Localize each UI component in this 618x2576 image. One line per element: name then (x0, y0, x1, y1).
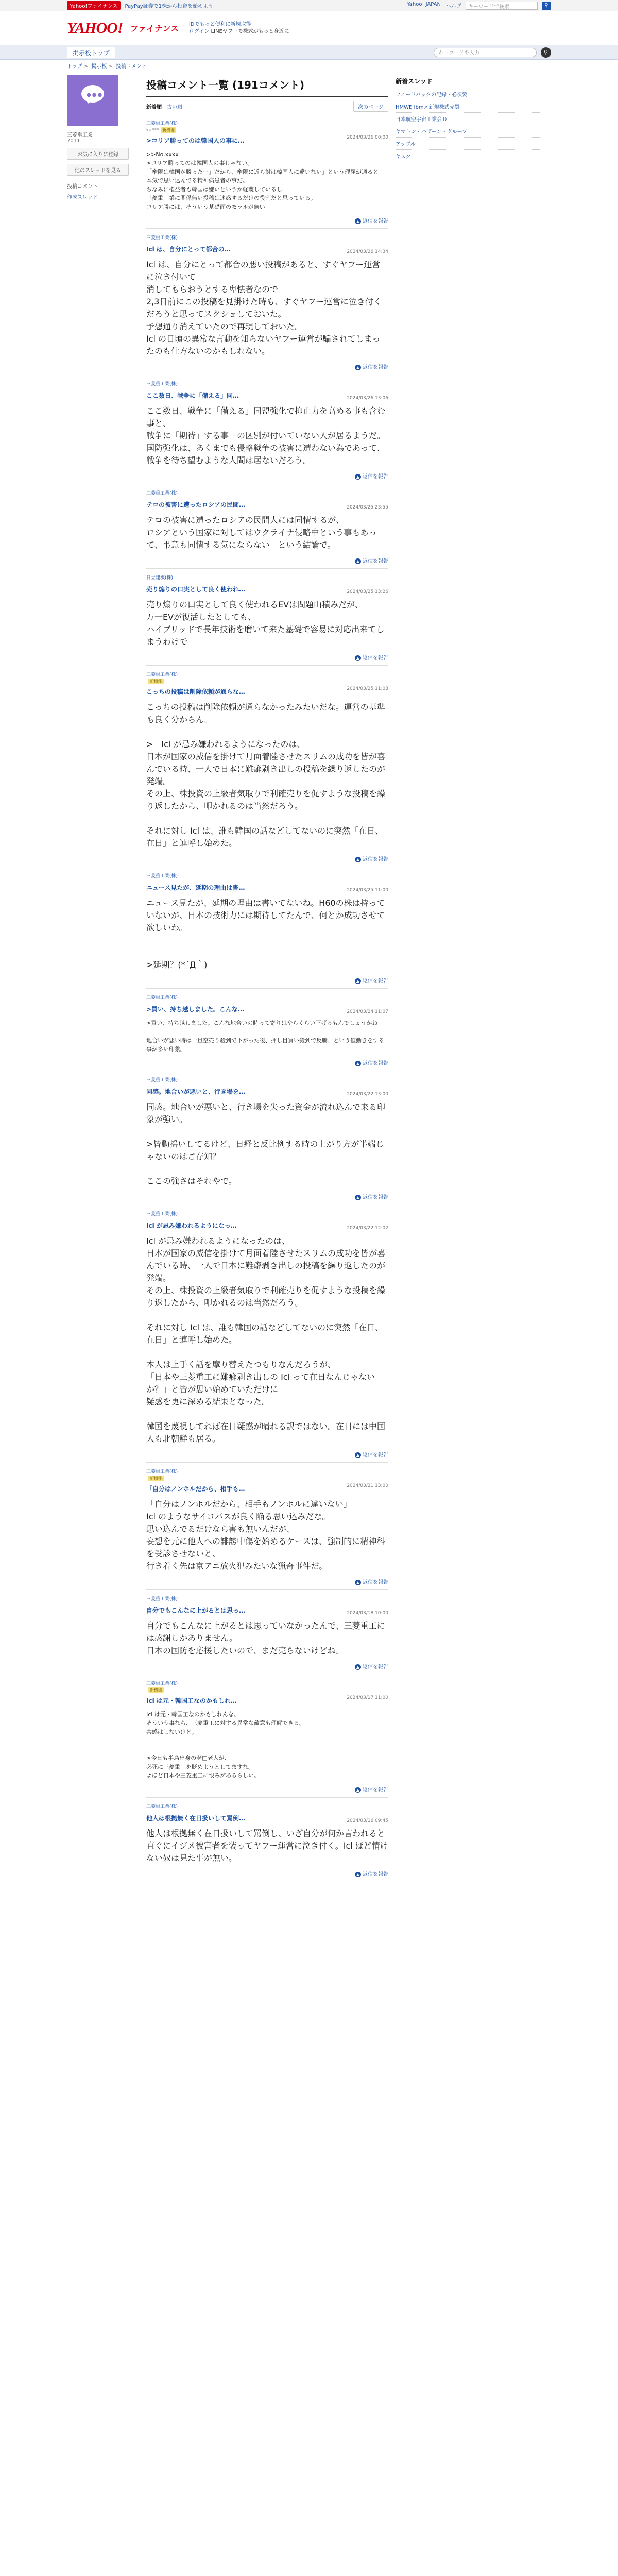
comment-body: 自分でもこんなに上がるとは思っていなかったんで、三菱重工には感謝しかありません。 日本の国防を応援したいので、まだ売らないけどね。 (146, 1621, 385, 1655)
board-link[interactable]: 三菱重工業(株) (146, 1469, 178, 1475)
comment-body: テロの被害に遭ったロシアの民間人には同情するが、 ロシアという国家に対してはウクライナ侵略中という事もあって、弔意も同情する気にならない という結論で。 (146, 515, 377, 550)
comment-date: 2024/03/24 11:07 (347, 1009, 388, 1014)
comment-item (146, 1590, 388, 1674)
comment-title-link[interactable]: ここ数日、戦争に「備える」同… (146, 392, 239, 399)
board-link[interactable]: 三菱重工業(株) (146, 1681, 178, 1686)
right-sidebar (396, 72, 540, 1882)
help-link[interactable]: ヘルプ (446, 4, 461, 9)
status-badge: 新機能 (161, 127, 176, 133)
comment-item (146, 1463, 388, 1590)
comment-date: 2024/03/18 10:00 (347, 1611, 388, 1616)
next-page-button[interactable]: 次のページ (353, 101, 388, 112)
reply-report-link[interactable]: ▲ 返信を報告 (146, 1870, 388, 1877)
comment-list (146, 114, 388, 1882)
reply-report-link[interactable]: ▲ 返信を報告 (146, 653, 388, 661)
tab-oldest[interactable]: 古い順 (167, 105, 182, 110)
comment-body: ここ数日、戦争に「備える」同盟強化で抑止力を高める事も含む事と、 戦争に「期待」する事 の区別が付いていない人が居るようだ。 国防強化は、あくまでも侵略戦争の被害に遭わない為であって、 戦争を待ち望むような人間は居ないだろう。 (146, 406, 386, 465)
breadcrumb-top[interactable]: トップ (67, 64, 82, 70)
comment-title-link[interactable]: >買い、持ち越しました。こんな… (146, 1006, 245, 1013)
magnifier-icon[interactable]: ⚲ (541, 47, 551, 58)
comment-title-link[interactable]: 他人は根拠無く在日扱いして罵倒… (146, 1815, 246, 1822)
comment-date: 2024/03/25 13:26 (347, 589, 388, 595)
board-search-input[interactable]: キーワードを入力 (434, 48, 537, 57)
comment-title-link[interactable]: Icl は、自分にとって都合の… (146, 246, 231, 253)
breadcrumb-board[interactable]: 掲示板 (91, 64, 107, 70)
topbar-search-input[interactable]: キーワードで検索 (466, 2, 538, 10)
other-threads-button[interactable]: 他のスレッドを見る (67, 164, 129, 176)
comment-date: 2024/03/26 14:34 (347, 249, 388, 255)
reply-report-link[interactable]: ▲ 返信を報告 (146, 1059, 388, 1066)
comment-body: 売り煽りの口実として良く使われるEVは問題山積みだが、 万一EVが復活したとしても、 ハイブリッドで長年技術を磨いて来た基礎で容易に対応出来てしまうわけで (146, 600, 385, 647)
page-title: 投稿コメント一覧 (191コメント) (146, 72, 388, 97)
comment-item (146, 867, 388, 989)
reply-report-link[interactable]: ▲ 返信を報告 (146, 1193, 388, 1200)
board-link[interactable]: 三菱重工業(株) (146, 491, 178, 496)
main-content (146, 72, 388, 1882)
yahoo-japan-link[interactable]: Yahoo! JAPAN (407, 2, 441, 7)
comment-bubble-icon (67, 75, 118, 126)
left-sidebar (67, 72, 139, 1882)
comment-title-link[interactable]: Icl は元・韓国工なのかもしれ… (146, 1697, 237, 1704)
status-badge: 新機能 (148, 1476, 164, 1481)
comment-meta (146, 1687, 388, 1693)
board-link[interactable]: 三菱重工業(株) (146, 121, 178, 126)
board-code: 7011 (67, 138, 80, 144)
comment-date: 2024/03/22 13:00 (347, 1092, 388, 1097)
status-badge: 新機能 (148, 679, 164, 684)
reply-report-link[interactable]: ▲ 返信を報告 (146, 472, 388, 480)
reply-report-link[interactable]: ▲ 返信を報告 (146, 855, 388, 862)
new-thread-item[interactable]: ヤマトン・ハザーン・グループ (396, 125, 540, 138)
header-links (189, 21, 289, 36)
board-link[interactable]: 三菱重工業(株) (146, 995, 178, 1001)
comment-meta (146, 679, 388, 684)
comment-date: 2024/03/25 23:55 (347, 505, 388, 510)
board-link[interactable]: 三菱重工業(株) (146, 672, 178, 677)
finance-pill[interactable]: Yahoo!ファイナンス (67, 1, 121, 10)
new-thread-item[interactable]: アップル (396, 138, 540, 150)
posted-comments-link[interactable]: 投稿コメント (67, 184, 98, 190)
board-nav (0, 45, 618, 60)
comment-title-link[interactable]: 自分でもこんなに上がるとは思っ… (146, 1607, 246, 1614)
yahoo-logo[interactable]: YAHOO! (67, 19, 123, 37)
comment-date: 2024/03/25 11:08 (347, 686, 388, 691)
tab-board-top[interactable]: 掲示板トップ (67, 47, 115, 58)
reply-report-link[interactable]: ▲ 返信を報告 (146, 1578, 388, 1585)
created-threads-link[interactable]: 作成スレッド (67, 195, 98, 200)
comment-title-link[interactable]: 売り煽りの口実として良く使われ… (146, 586, 246, 593)
comment-item (146, 569, 388, 666)
comment-title-link[interactable]: 「自分はノンホルだから、相手も… (146, 1485, 245, 1493)
line-yahoo-note: LINEヤフーで株式がもっと身近に (211, 28, 289, 35)
board-link[interactable]: 日立建機(株) (146, 575, 174, 581)
comment-title-link[interactable]: >コリア勝ってのは韓国人の事に… (146, 137, 245, 144)
new-thread-item[interactable]: 日本航空宇宙工業会Ｄ (396, 113, 540, 125)
reply-report-link[interactable]: ▲ 返信を報告 (146, 1785, 388, 1793)
comment-title-link[interactable]: テロの被害に遭ったロシアの民間… (146, 501, 246, 509)
breadcrumb (0, 60, 618, 72)
top-promo-bar (0, 0, 618, 11)
comment-body: 「自分はノンホルだから、相手もノンホルに違いない」 Icl のようなサイコパスが良く陥る思い込みだな。 思い込んでるだけなら害も無いんだが、 妄想を元に他人への誹謗中傷を始めるケースは、強制的に精神科を受診させないと、 行き着く先は京アニ放火犯みたいな猟奇事件だ。 (146, 1499, 385, 1571)
status-badge: 新機能 (148, 1687, 164, 1693)
new-thread-item[interactable]: フィードバックの記録・必須要 (396, 88, 540, 100)
promo-link[interactable]: PayPay証券で1株から投資を始めよう (125, 4, 214, 9)
comment-body: Icl は元・韓国工なのかもしれんな。 そういう事なら、三菱重工に対する異常な敵意も理解できる。 共感はしないけど。 >今日も半島出身の老□老人が、 必死に三菱重工を貶めようとしてますな。 よほど日本や三菱重工に恨みがあるらしい。 (146, 1711, 305, 1779)
topbar-search-button[interactable]: ⚲ (542, 2, 551, 10)
reply-report-link[interactable]: ▲ 返信を報告 (146, 1662, 388, 1670)
comment-date: 2024/03/26 00:00 (347, 135, 388, 140)
reply-report-link[interactable]: ▲ 返信を報告 (146, 976, 388, 984)
comment-item (146, 114, 388, 229)
comment-item (146, 1674, 388, 1798)
finance-logo-text[interactable]: ファイナンス (130, 24, 179, 33)
comment-title-link[interactable]: こっちの投稿は削除依頼が通らな… (146, 688, 245, 696)
comment-body: こっちの投稿は削除依頼が通らなかったみたいだな。運営の基準も良く分からん。 > Icl が忌み嫌われるようになったのは、 日本が国家の威信を掛けて月面着陸させたスリムの成功を皆が喜んでいる時、一人で日本に難癖剥き出しの投稿を繰り返したのが発端。 その上、株投資の上級者気取りで利確売りを促すような投稿を繰り返したから、叩かれるのは当然だろう。 それに対し Icl は、誰も韓国の話などしてないのに突然「在日、在日」と連呼し始めた。 (146, 702, 386, 848)
page-layout (0, 72, 618, 1882)
reply-report-link[interactable]: ▲ 返信を報告 (146, 1450, 388, 1458)
reply-report-link[interactable]: ▲ 返信を報告 (146, 556, 388, 564)
breadcrumb-sep: > (83, 64, 89, 70)
board-link[interactable]: 三菱重工業(株) (146, 1078, 178, 1083)
comment-title-link[interactable]: Icl が忌み嫌われるようになっ… (146, 1222, 237, 1229)
comment-body: >買い、持ち越しました。こんな地合いの時って寄りはやらくらい下げるもんでしょうかね 地合いが悪い時は一旦空売り殺到で下がった後、押し目買い殺到で反騰、という値動きをする事が多い印象。 (146, 1020, 384, 1053)
sort-tabs (146, 101, 388, 114)
comment-item (146, 1071, 388, 1205)
comment-item (146, 989, 388, 1071)
comment-body: Icl が忌み嫌われるようになったのは、 日本が国家の威信を掛けて月面着陸させたスリムの成功を皆が喜んでいる時、一人で日本に難癖剥き出しの投稿を繰り返したのが発端。 その上、株投資の上級者気取りで利確売りを促すような投稿を繰り返したから、叩かれるのは当然だろう。 それに対し Icl は、誰も韓国の話などしてないのに突然「在日、在日」と連呼し始めた。 本人は上手く話を摩り替えたつもりなんだろうが、 「日本や三菱重工に難癖剥き出しの Icl って在日なんじゃないか？」と皆が思い始めていただけに 疑惑を更に深める結果となった。 韓国を蔑視してれば在日疑惑が晴れる訳ではない。在日には中国人も北朝鮮も居る。 (146, 1236, 386, 1444)
comment-body: 他人は根拠無く在日扱いして罵倒し、いざ自分が何か言われると直ぐにイジメ被害者を装ってヤフー運営に泣き付く。Icl ほど情けない奴は見た事が無い。 (146, 1828, 388, 1863)
board-link[interactable]: 三菱重工業(株) (146, 235, 178, 241)
comment-date: 2024/03/17 11:00 (347, 1695, 388, 1700)
new-threads-heading: 新着スレッド (396, 77, 540, 88)
breadcrumb-current: 投稿コメント (115, 64, 147, 70)
comment-body: 同感。地合いが悪いと、行き場を失った資金が流れ込んで来る印象が強い。 >皆動揺いしてるけど、日経と反比例する時の上がり方が半端じゃないのはご存知？ ここの強さはそれやで。 (146, 1102, 386, 1186)
board-link[interactable]: 三菱重工業(株) (146, 1212, 178, 1217)
tab-newest[interactable]: 新着順 (146, 105, 162, 110)
site-header (0, 11, 618, 45)
comment-date: 2024/03/16 09:45 (347, 1818, 388, 1823)
reply-report-link[interactable]: ▲ 返信を報告 (146, 216, 388, 224)
reply-report-link[interactable]: ▲ 返信を報告 (146, 363, 388, 370)
comment-date: 2024/03/22 12:02 (347, 1226, 388, 1231)
comment-date: 2024/03/26 13:06 (347, 396, 388, 401)
comment-title-link[interactable]: ニュース見たが、延期の理由は書… (146, 884, 245, 891)
board-link[interactable]: 三菱重工業(株) (146, 1597, 178, 1602)
comment-meta (146, 1476, 388, 1481)
comment-body: Icl は、自分にとって都合の悪い投稿があると、すぐヤフー運営に泣き付いて 消してもらおうとする卑怯者なので 2,3日前にこの投稿を見掛けた時も、すぐヤフー運営に泣き付くだろうと思ってスクショしておいた。 予想通り消えていたので再現しておいた。 Icl の日頃の異常な言動を知らないヤフー運営が騙されてしまったのも仕方ないのかもしれない。 (146, 260, 382, 356)
comment-item (146, 375, 388, 484)
new-thread-item[interactable]: ヤスク (396, 150, 540, 162)
login-link[interactable]: ログイン (188, 28, 210, 35)
new-thread-item[interactable]: HMWE Ibmメ新規株式売買 (396, 100, 540, 113)
comment-item (146, 229, 388, 375)
new-threads-list (396, 88, 540, 162)
board-name: 三菱重工業 (67, 132, 93, 138)
comment-item (146, 1798, 388, 1882)
user-name[interactable]: ka*** (146, 127, 159, 133)
breadcrumb-sep: > (108, 64, 113, 70)
signup-link[interactable]: IDでもっと便利に新規取得 (188, 21, 251, 27)
comment-item (146, 1205, 388, 1463)
comment-meta (146, 127, 388, 133)
comment-item (146, 484, 388, 569)
board-link[interactable]: 三菱重工業(株) (146, 1804, 178, 1809)
follow-button[interactable]: お気に入りに登録 (67, 148, 129, 160)
comment-body: >>No.xxxx >コリア勝ってのは韓国人の事じゃない。 「権限は韓国が勝ったー」だから、権限に近ら対は韓国人に違いない」という理屈が通ると 本気で思い込んでる精神病患者の事だ。 ちなみに権益者も韓国は嫌いというか軽蔑しているし 三菱重工業に関係無い投稿は迷惑するだけの役割だと思っている。 コリア勝には、そういう基礎面のモラルが無い (146, 151, 379, 210)
topbar-links (407, 2, 461, 9)
board-link[interactable]: 三菱重工業(株) (146, 874, 178, 879)
comment-title-link[interactable]: 同感。地合いが悪いと、行き場を… (146, 1088, 246, 1095)
comment-body: ニュース見たが、延期の理由は書いてないね。H60の株は持っていないが、日本の技術力には期待してたんで、何とか成功させて欲しいわ。 >延期？(*´Д｀) (146, 898, 385, 970)
comment-date: 2024/03/21 13:00 (347, 1483, 388, 1488)
bubble-dots: ●●● (87, 92, 104, 98)
comment-date: 2024/03/25 11:00 (347, 888, 388, 893)
comment-item (146, 666, 388, 867)
board-link[interactable]: 三菱重工業(株) (146, 382, 178, 387)
